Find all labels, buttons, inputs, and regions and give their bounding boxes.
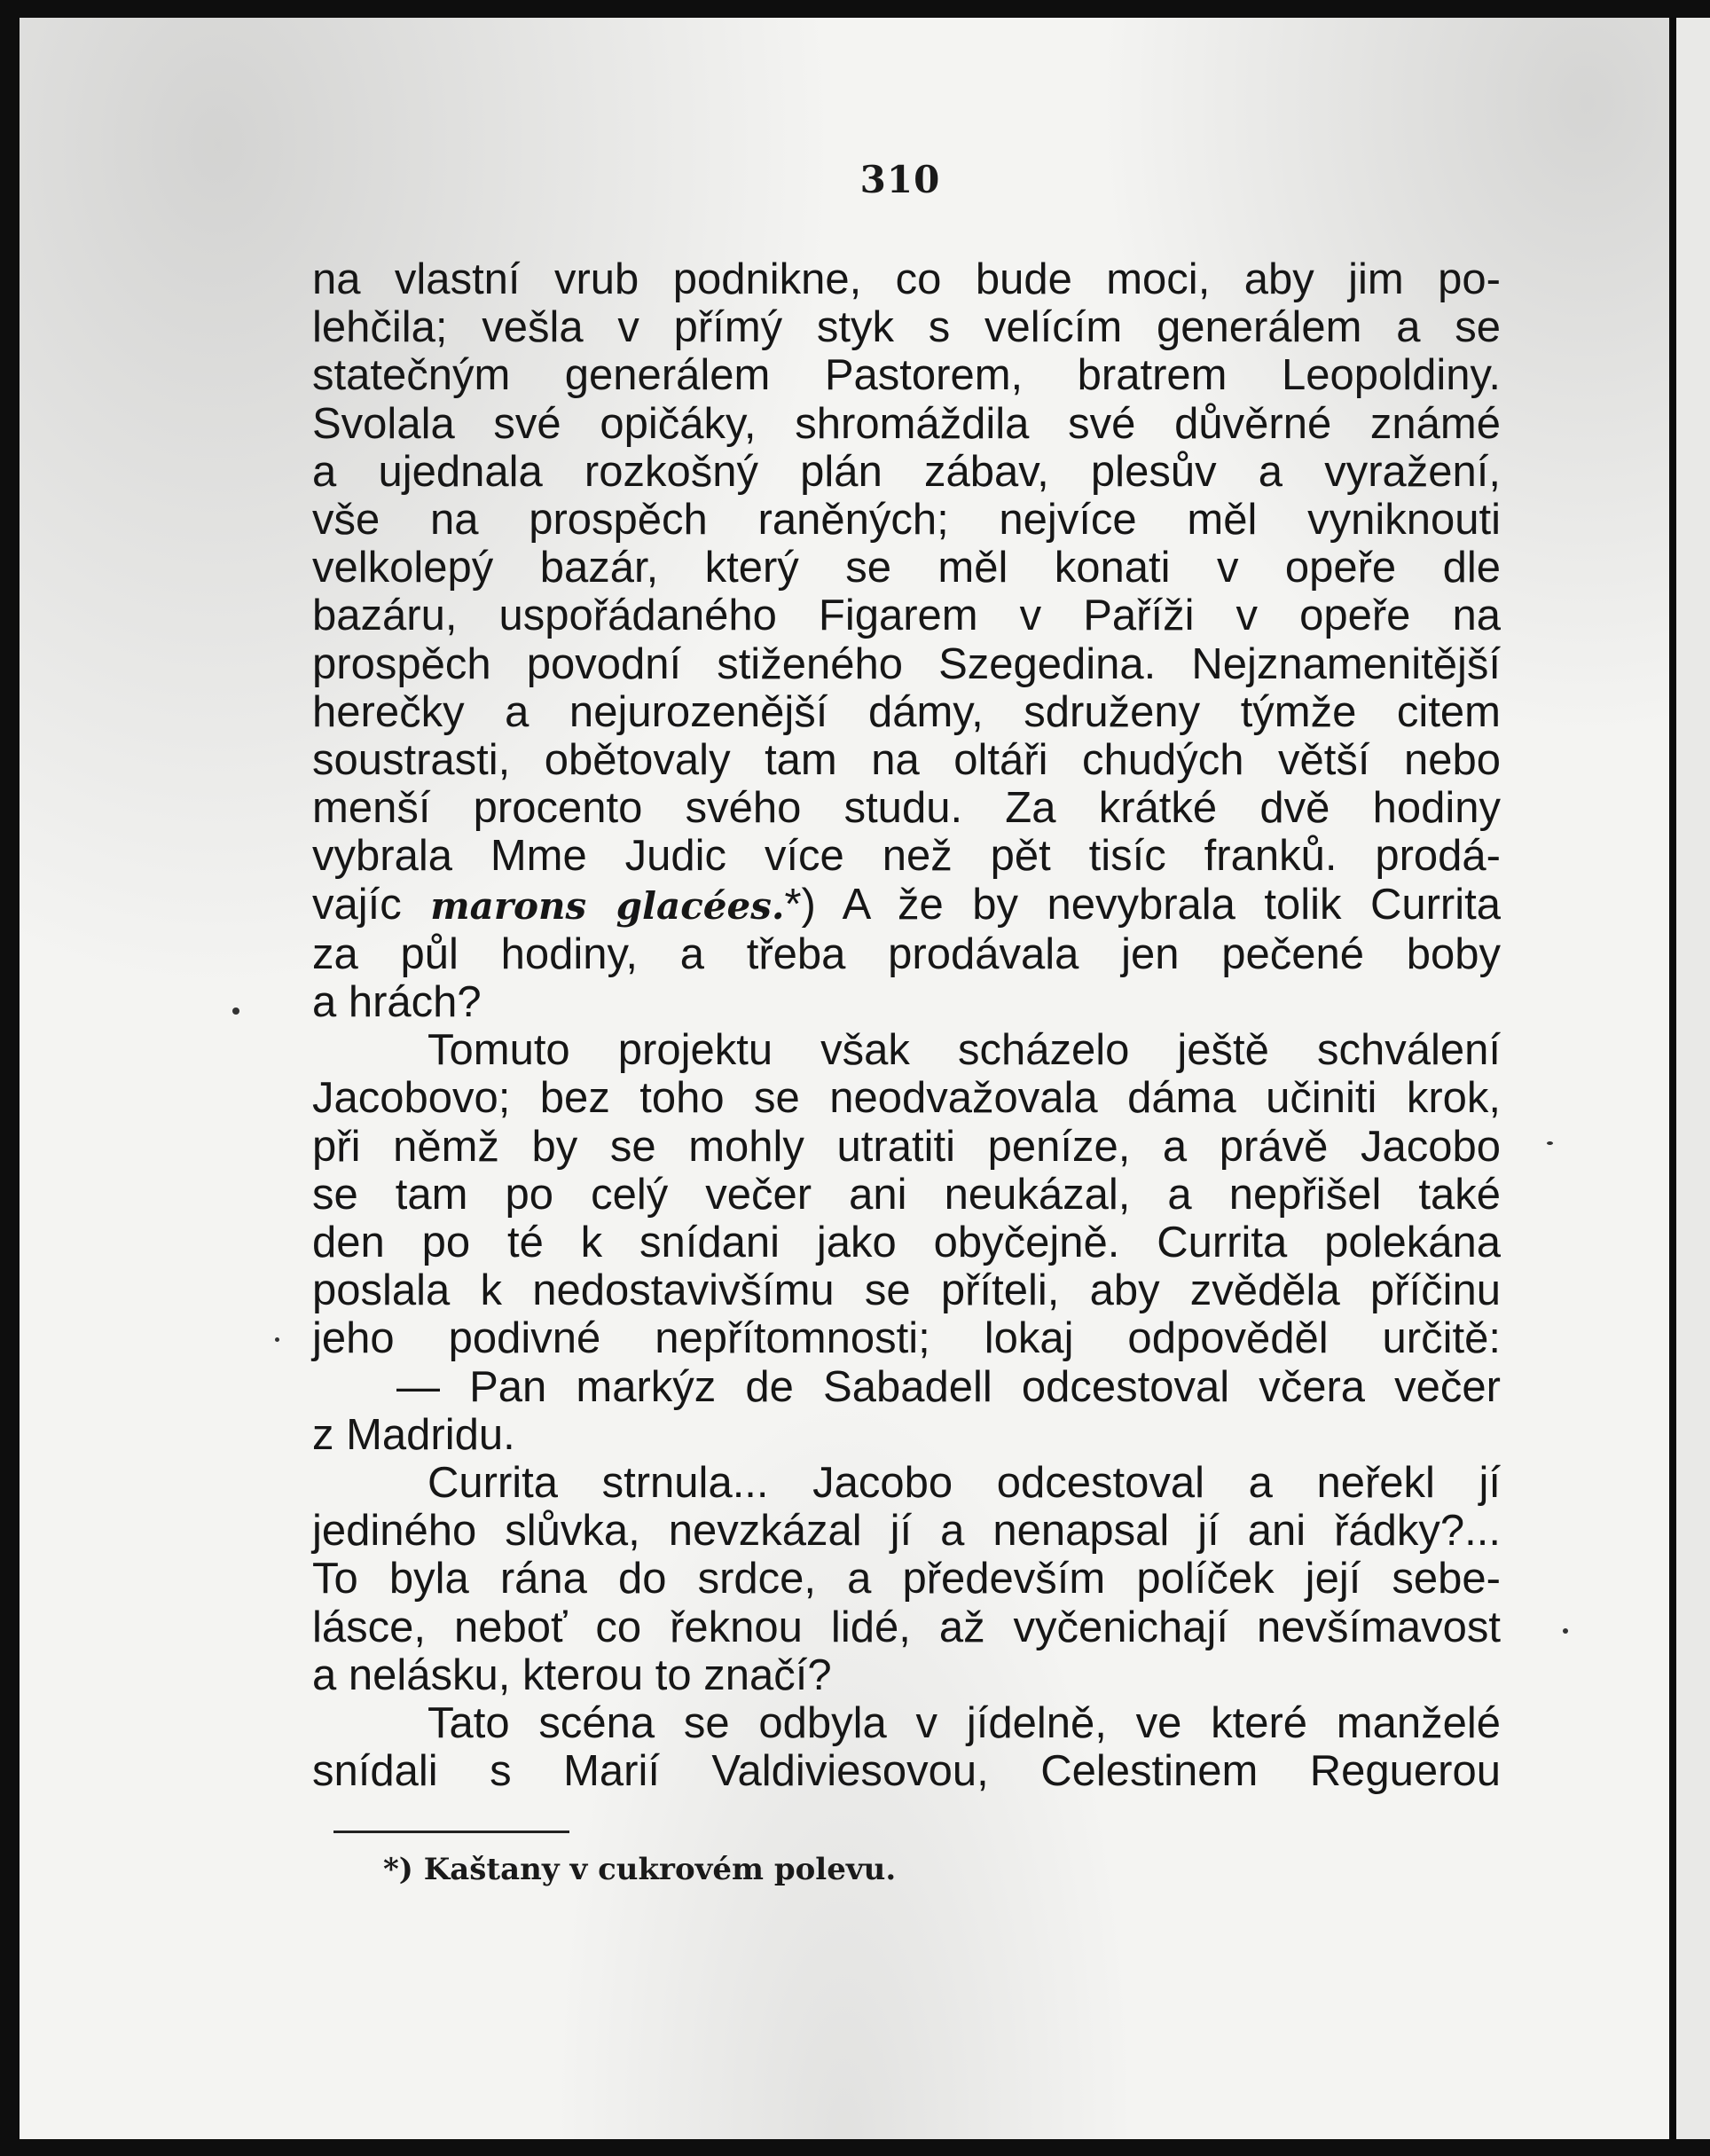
text-line: a nelásku, kterou to značí? <box>312 1650 832 1699</box>
text-line: bazáru, uspořádaného Figarem v Paříži v opeře na <box>312 592 1501 640</box>
body-text <box>312 255 1501 1796</box>
paragraph-start: Tato scéna se odbyla v jídelně, ve které manželé <box>428 1699 1501 1748</box>
text-line: statečným generálem Pastorem, bratrem Leopoldiny. <box>312 351 1501 400</box>
text-line: vše na prospěch raněných; nejvíce měl vyniknouti <box>312 496 1501 545</box>
adjacent-page-edge <box>1676 18 1710 2139</box>
text-line: a ujednala rozkošný plán zábav, plesův a vyražení, <box>312 447 1501 496</box>
text-line: vybrala Mme Judic více než pět tisíc franků. prodá- <box>312 832 1501 881</box>
text-fragment: vajíc <box>312 880 402 929</box>
text-fragment: *) A že by nevybrala tolik Currita <box>784 880 1501 929</box>
text-line: To byla rána do srdce, a především políček její sebe- <box>312 1555 1501 1603</box>
scan-speck <box>1547 1141 1553 1145</box>
text-line: snídali s Marií Valdiviesovou, Celestinem Reguerou <box>312 1747 1501 1796</box>
text-line: se tam po celý večer ani neukázal, a nepřišel také <box>312 1170 1501 1219</box>
text-line: den po té k snídani jako obyčejně. Currita polekána <box>312 1219 1501 1267</box>
text-line: soustrasti, obětovaly tam na oltáři chudých větší nebo <box>312 736 1501 785</box>
text-line-with-italic <box>312 881 1501 930</box>
paragraph-start: Currita strnula... Jacobo odcestoval a neřekl jí <box>428 1459 1501 1508</box>
text-line: velkolepý bazár, který se měl konati v opeře dle <box>312 544 1501 592</box>
text-line: z Madridu. <box>312 1410 515 1459</box>
text-line: a hrách? <box>312 978 482 1027</box>
footnote: *) Kaštany v cukrovém polevu. <box>383 1852 897 1887</box>
text-line: lehčila; vešla v přímý styk s velícím generálem a se <box>312 303 1501 352</box>
text-line: při němž by se mohly utratiti peníze, a právě Jacobo <box>312 1122 1501 1171</box>
paragraph-start: Tomuto projektu však scházelo ještě schválení <box>428 1026 1501 1075</box>
scan-speck <box>275 1337 279 1342</box>
scan-speck <box>232 1007 239 1015</box>
page-number: 310 <box>859 158 941 201</box>
text-line: Svolala své opičáky, shromáždila své důvěrné známé <box>312 399 1501 448</box>
text-line: prospěch povodní stiženého Szegedina. Nejznamenitější <box>312 639 1501 688</box>
text-line: na vlastní vrub podnikne, co bude moci, aby jim po- <box>312 255 1501 303</box>
text-line: Jacobovo; bez toho se neodvažovala dáma učiniti krok, <box>312 1074 1501 1123</box>
text-line: poslala k nedostavivšímu se příteli, aby zvěděla příčinu <box>312 1266 1501 1315</box>
dialogue-line: — Pan markýz de Sabadell odcestoval včera večer <box>396 1362 1501 1411</box>
text-line: jeho podivné nepřítomnosti; lokaj odpověděl určitě: <box>312 1314 1501 1363</box>
text-line: za půl hodiny, a třeba prodávala jen pečené boby <box>312 929 1501 978</box>
text-line: jediného slůvka, nevzkázal jí a nenapsal jí ani řádky?... <box>312 1507 1501 1556</box>
text-line: menší procento svého studu. Za krátké dvě hodiny <box>312 784 1501 833</box>
scan-speck <box>1563 1628 1568 1634</box>
italic-phrase: marons glacées. <box>430 883 785 928</box>
text-line: herečky a nejurozenější dámy, sdruženy týmže citem <box>312 687 1501 736</box>
footnote-divider <box>333 1831 569 1833</box>
text-line: lásce, neboť co řeknou lidé, až vyčenichají nevšímavost <box>312 1603 1501 1651</box>
